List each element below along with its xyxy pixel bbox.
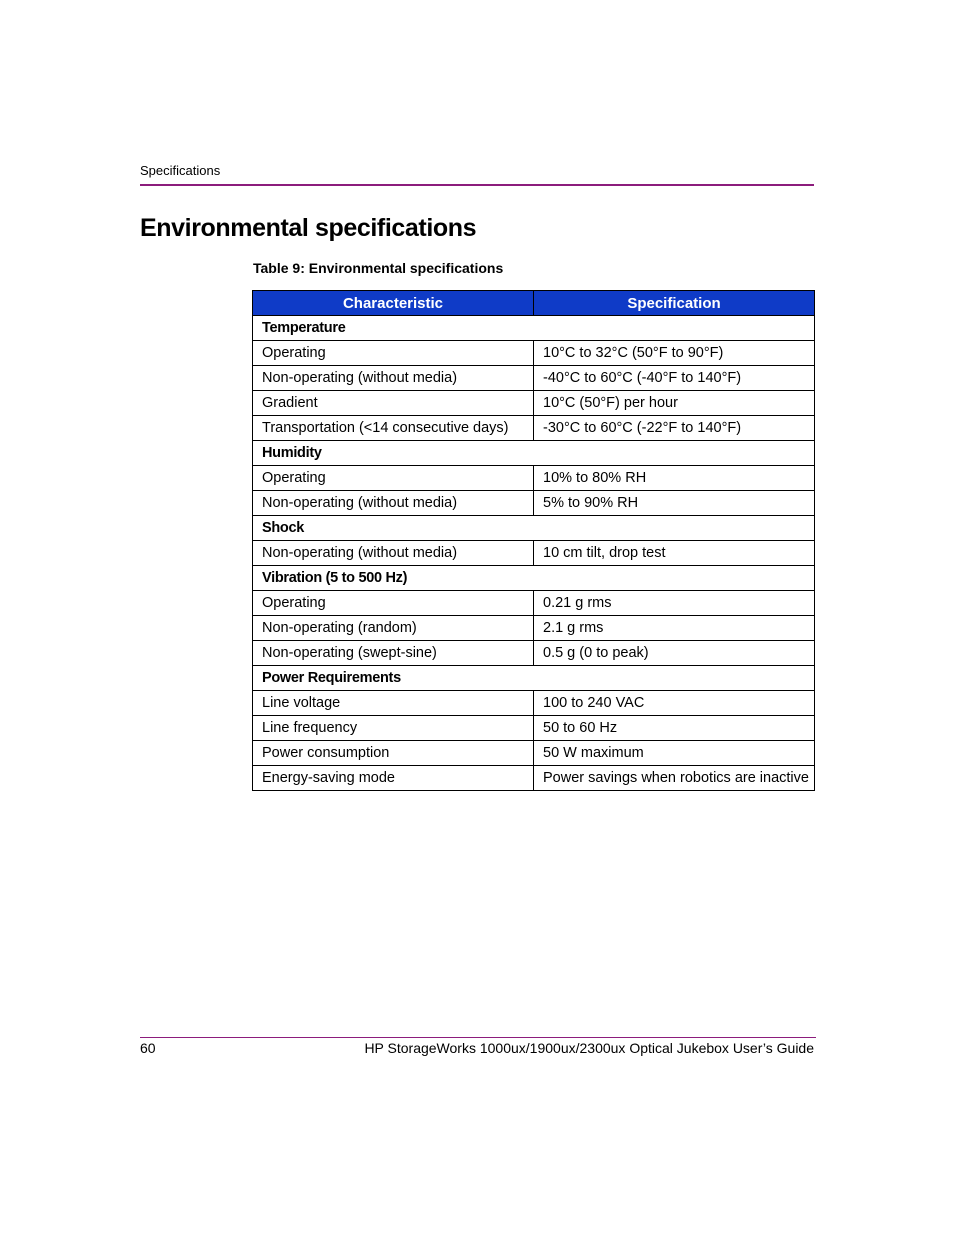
characteristic-cell: Power consumption <box>253 741 534 766</box>
characteristic-cell: Energy-saving mode <box>253 766 534 791</box>
table-row <box>253 616 815 641</box>
specification-cell: 0.21 g rms <box>534 591 815 616</box>
table-section-row <box>253 566 815 591</box>
table-row <box>253 741 815 766</box>
table-section-row <box>253 666 815 691</box>
table-row <box>253 691 815 716</box>
environmental-spec-table <box>252 290 815 791</box>
characteristic-cell: Line frequency <box>253 716 534 741</box>
table-row <box>253 491 815 516</box>
table-row <box>253 766 815 791</box>
running-header: Specifications <box>140 163 221 178</box>
table-row <box>253 366 815 391</box>
characteristic-cell: Non-operating (swept-sine) <box>253 641 534 666</box>
specification-cell: 5% to 90% RH <box>534 491 815 516</box>
section-heading: Power Requirements <box>253 666 815 691</box>
characteristic-cell: Non-operating (without media) <box>253 366 534 391</box>
specification-cell: -40°C to 60°C (-40°F to 140°F) <box>534 366 815 391</box>
specification-cell: 2.1 g rms <box>534 616 815 641</box>
specification-cell: 10% to 80% RH <box>534 466 815 491</box>
specification-cell: 0.5 g (0 to peak) <box>534 641 815 666</box>
characteristic-cell: Non-operating (random) <box>253 616 534 641</box>
specification-cell: Power savings when robotics are inactive <box>534 766 815 791</box>
characteristic-cell: Line voltage <box>253 691 534 716</box>
section-heading: Vibration (5 to 500 Hz) <box>253 566 815 591</box>
table-row <box>253 591 815 616</box>
section-heading: Temperature <box>253 316 815 341</box>
footer-document-title: HP StorageWorks 1000ux/1900ux/2300ux Optical Jukebox User’s Guide <box>364 1040 814 1056</box>
table-row <box>253 716 815 741</box>
page-title: Environmental specifications <box>140 214 477 242</box>
section-heading: Shock <box>253 516 815 541</box>
table-body <box>253 316 815 791</box>
table-caption: Table 9: Environmental specifications <box>253 260 504 276</box>
characteristic-cell: Operating <box>253 466 534 491</box>
characteristic-cell: Non-operating (without media) <box>253 541 534 566</box>
section-heading: Humidity <box>253 441 815 466</box>
specification-cell: 50 to 60 Hz <box>534 716 815 741</box>
specification-cell: 10 cm tilt, drop test <box>534 541 815 566</box>
specification-cell: 50 W maximum <box>534 741 815 766</box>
characteristic-cell: Non-operating (without media) <box>253 491 534 516</box>
table-row <box>253 641 815 666</box>
specification-cell: -30°C to 60°C (-22°F to 140°F) <box>534 416 815 441</box>
table-header-row <box>253 291 815 316</box>
table-row <box>253 341 815 366</box>
specification-cell: 100 to 240 VAC <box>534 691 815 716</box>
table-section-row <box>253 516 815 541</box>
characteristic-cell: Operating <box>253 341 534 366</box>
column-header-specification: Specification <box>534 291 815 316</box>
table-row <box>253 391 815 416</box>
specification-cell: 10°C to 32°C (50°F to 90°F) <box>534 341 815 366</box>
table-row <box>253 466 815 491</box>
header-rule <box>140 184 814 186</box>
page-number: 60 <box>140 1040 156 1056</box>
table-row <box>253 416 815 441</box>
specification-cell: 10°C (50°F) per hour <box>534 391 815 416</box>
characteristic-cell: Gradient <box>253 391 534 416</box>
characteristic-cell: Operating <box>253 591 534 616</box>
footer-rule <box>140 1037 816 1038</box>
table-row <box>253 541 815 566</box>
table-section-row <box>253 316 815 341</box>
characteristic-cell: Transportation (<14 consecutive days) <box>253 416 534 441</box>
table-section-row <box>253 441 815 466</box>
column-header-characteristic: Characteristic <box>253 291 534 316</box>
